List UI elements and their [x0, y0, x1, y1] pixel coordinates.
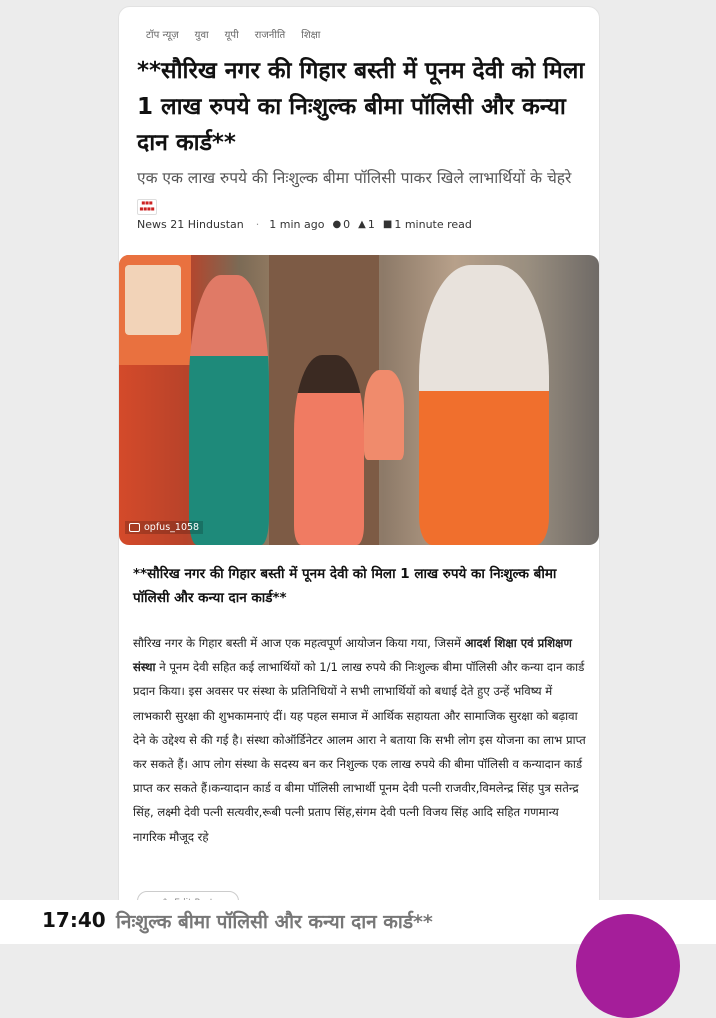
category-list — [146, 27, 320, 41]
flame-icon: ▲ — [358, 219, 366, 230]
article-title: **सौरिख नगर की गिहार बस्ती में पूनम देवी को मिला 1 लाख रुपये का निःशुल्क बीमा पॉलिसी और कन्या दान कार्ड** — [133, 566, 557, 606]
article-card — [118, 6, 600, 928]
article-photo[interactable] — [119, 255, 599, 545]
category-youth[interactable]: युवा — [194, 30, 209, 41]
camera-icon — [129, 523, 140, 532]
photo-caption-text: opfus_1058 — [144, 522, 200, 533]
body-text-1: सौरिख नगर के गिहार बस्ती में आज एक महत्वपूर्ण आयोजन किया गया, जिसमें — [133, 636, 465, 650]
photo-caption — [125, 521, 203, 534]
body-text-2: ने पूनम देवी सहित कई लाभार्थियों को 1/1 लाख रुपये की निःशुल्क बीमा पॉलिसी और कन्या दान कार्ड प्रदान किया। इस अवसर पर संस्था के प्रतिनिधियों ने सभी लाभार्थियों को बधाई देते हुए उन्हें भविष्य में लाभकारी सुरक्षा की शुभकामनाएं दीं। यह पहल समाज में आर्थिक सहायता और सामाजिक सुरक्षा को बढ़ावा देने के उद्देश्य से की गई है। संस्था कोऑर्डिनेटर आलम आरा ने बताया कि सभी लोग इस योजना का लाभ प्राप्त कर सकते हैं। आप लोग संस्था के सदस्य बन कर निशुल्क एक लाख रुपये की बीमा पॉलिसी व कन्यादान कार्ड प्राप्त कर सकते हैं।कन्यादान कार्ड व बीमा पॉलिसी लाभार्थी पूनम देवी पत्नी राजवीर,विमलेन्द्र सिंह पुत्र सतेन्द्र सिंह, लक्ष्मी देवी पत्नी सत्यवीर,रूबी पत्नी प्रताप सिंह,संगम देवी पत्नी विजय सिंह आदि सहित गणमान्य नागरिक मौजूद रहे — [133, 660, 586, 844]
photo-woman-left — [189, 275, 269, 545]
comment-icon: ● — [332, 219, 342, 230]
publisher-logo-icon[interactable]: ■■■ ■■■■ — [137, 199, 157, 215]
status-ticker: निःशुल्क बीमा पॉलिसी और कन्या दान कार्ड** — [116, 911, 433, 933]
read-time: 1 minute read — [394, 218, 472, 231]
category-top-news[interactable]: टॉप न्यूज़ — [146, 30, 179, 41]
floating-action-button[interactable] — [576, 914, 680, 1018]
bookmark-icon: ■ — [382, 219, 393, 230]
photo-child — [364, 370, 404, 460]
photo-poster-portrait — [125, 265, 181, 335]
category-politics[interactable]: राजनीति — [254, 30, 286, 41]
category-up[interactable]: यूपी — [224, 30, 239, 41]
article-body — [133, 631, 589, 849]
status-time: 17:40 — [42, 908, 106, 932]
article-meta — [137, 218, 472, 231]
author-name[interactable]: News 21 Hindustan — [137, 218, 244, 231]
view-count: 1 — [367, 218, 375, 231]
subheadline: एक एक लाख रुपये की निःशुल्क बीमा पॉलिसी पाकर खिले लाभार्थियों के चेहरे — [137, 169, 572, 187]
photo-woman-right — [419, 265, 549, 545]
category-education[interactable]: शिक्षा — [301, 30, 321, 41]
published-time: 1 min ago — [269, 218, 325, 231]
meta-separator: · — [255, 218, 260, 231]
comment-count[interactable]: 0 — [343, 218, 351, 231]
headline: **सौरिख नगर की गिहार बस्ती में पूनम देवी को मिला 1 लाख रुपये का निःशुल्क बीमा पॉलिसी और कन्या दान कार्ड** — [137, 58, 585, 156]
photo-girl — [294, 355, 364, 545]
organization-name: आदर्श शिक्षा एवं प्रशिक्षण संस्था — [133, 636, 572, 675]
